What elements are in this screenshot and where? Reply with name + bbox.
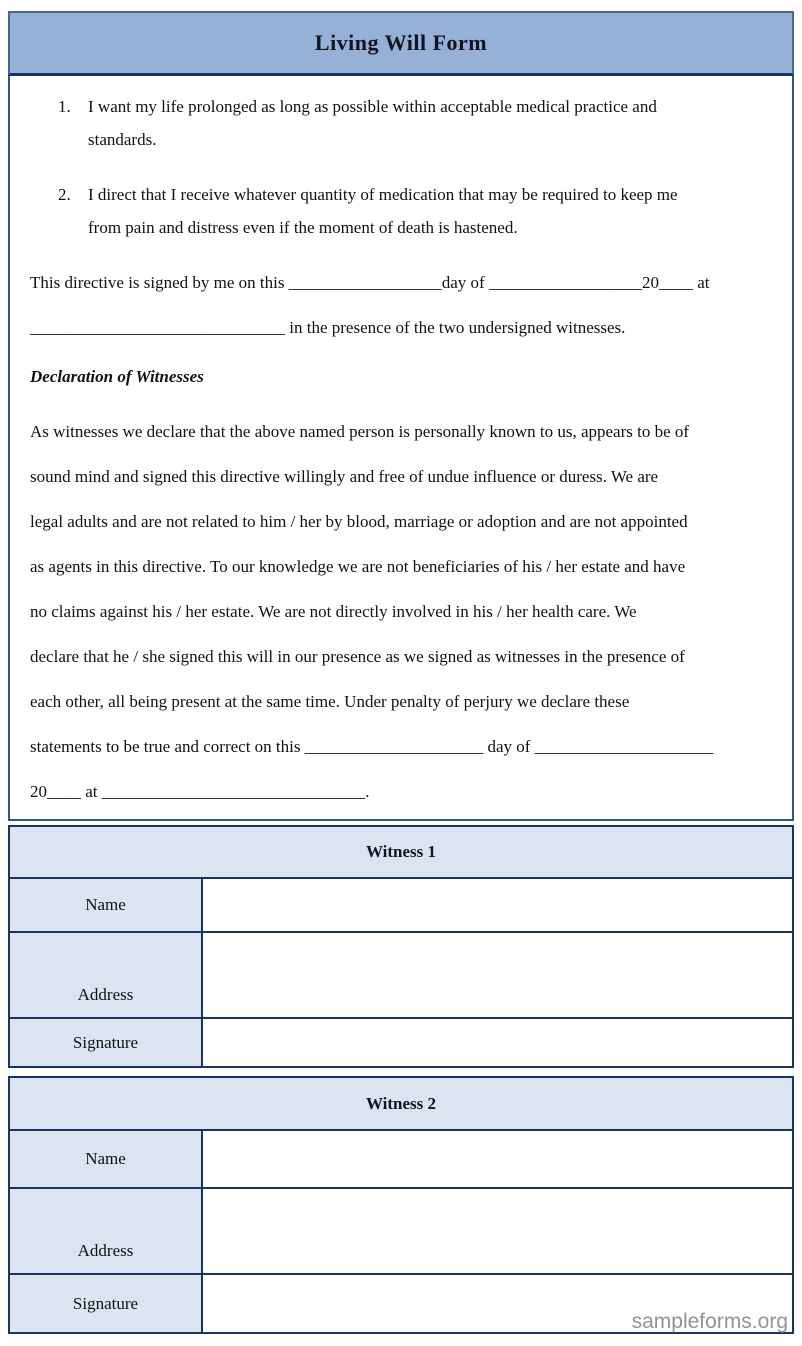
witness-1-name-field[interactable] <box>203 879 792 931</box>
witness-2-header <box>10 1078 792 1131</box>
directive-1-line-1: I want my life prolonged as long as possible within acceptable medical practice and <box>88 97 657 116</box>
form-title-bar <box>8 11 794 76</box>
directive-2-line-2: from pain and distress even if the moment of death is hastened. <box>88 218 518 237</box>
declaration-line: 20____ at _______________________________. <box>30 782 370 801</box>
witness-1-header <box>10 827 792 879</box>
directive-1-line-2: standards. <box>88 130 157 149</box>
witness-2-signature-label: Signature <box>10 1275 203 1332</box>
declaration-heading: Declaration of Witnesses <box>30 367 204 386</box>
declaration-line: as agents in this directive. To our knowledge we are not beneficiaries of his / her estate and have <box>30 557 686 576</box>
table-row <box>10 1019 792 1066</box>
declaration-line: As witnesses we declare that the above named person is personally known to us, appears to be of <box>30 422 690 441</box>
declaration-paragraph <box>20 409 780 814</box>
witness-2-address-field[interactable] <box>203 1189 792 1273</box>
witness-1-name-label: Name <box>10 879 203 931</box>
declaration-line: sound mind and signed this directive willingly and free of undue influence or duress. We are <box>30 467 659 486</box>
list-number: 1. <box>58 97 71 116</box>
form-title: Living Will Form <box>314 30 488 55</box>
directive-item-1 <box>20 90 780 156</box>
witness-1-signature-label: Signature <box>10 1019 203 1066</box>
witness-1-title: Witness 1 <box>365 842 437 861</box>
table-row <box>10 879 792 933</box>
signing-statement <box>20 260 780 350</box>
witness-2-section <box>8 1076 794 1334</box>
directive-2-line-1: I direct that I receive whatever quantity of medication that may be required to keep me <box>88 185 678 204</box>
witness-2-title: Witness 2 <box>365 1093 437 1113</box>
witness-1-signature-field[interactable] <box>203 1019 792 1066</box>
declaration-line: each other, all being present at the same time. Under penalty of perjury we declare these <box>30 692 630 711</box>
declaration-line: declare that he / she signed this will in our presence as we signed as witnesses in the presence of <box>30 647 685 666</box>
watermark: sampleforms.org <box>631 1310 788 1333</box>
witness-2-address-label: Address <box>10 1189 203 1273</box>
declaration-line: legal adults and are not related to him / her by blood, marriage or adoption and are not appointed <box>30 512 688 531</box>
table-row <box>10 1189 792 1275</box>
declaration-line: no claims against his / her estate. We are not directly involved in his / her health care. We <box>30 602 637 621</box>
directive-item-2 <box>20 178 780 244</box>
table-row <box>10 933 792 1019</box>
declaration-line: statements to be true and correct on this _____________________ day of _____________________ <box>30 737 714 756</box>
signing-line-1: This directive is signed by me on this __________________day of __________________20____ at <box>30 273 710 292</box>
witness-2-name-label: Name <box>10 1131 203 1187</box>
witness-1-section <box>8 825 794 1068</box>
witness-1-address-field[interactable] <box>203 933 792 1017</box>
witness-2-name-field[interactable] <box>203 1131 792 1187</box>
table-row <box>10 1131 792 1189</box>
form-body <box>8 76 794 821</box>
list-number: 2. <box>58 185 71 204</box>
witness-1-address-label: Address <box>10 933 203 1017</box>
signing-line-2: ______________________________ in the presence of the two undersigned witnesses. <box>30 318 626 337</box>
